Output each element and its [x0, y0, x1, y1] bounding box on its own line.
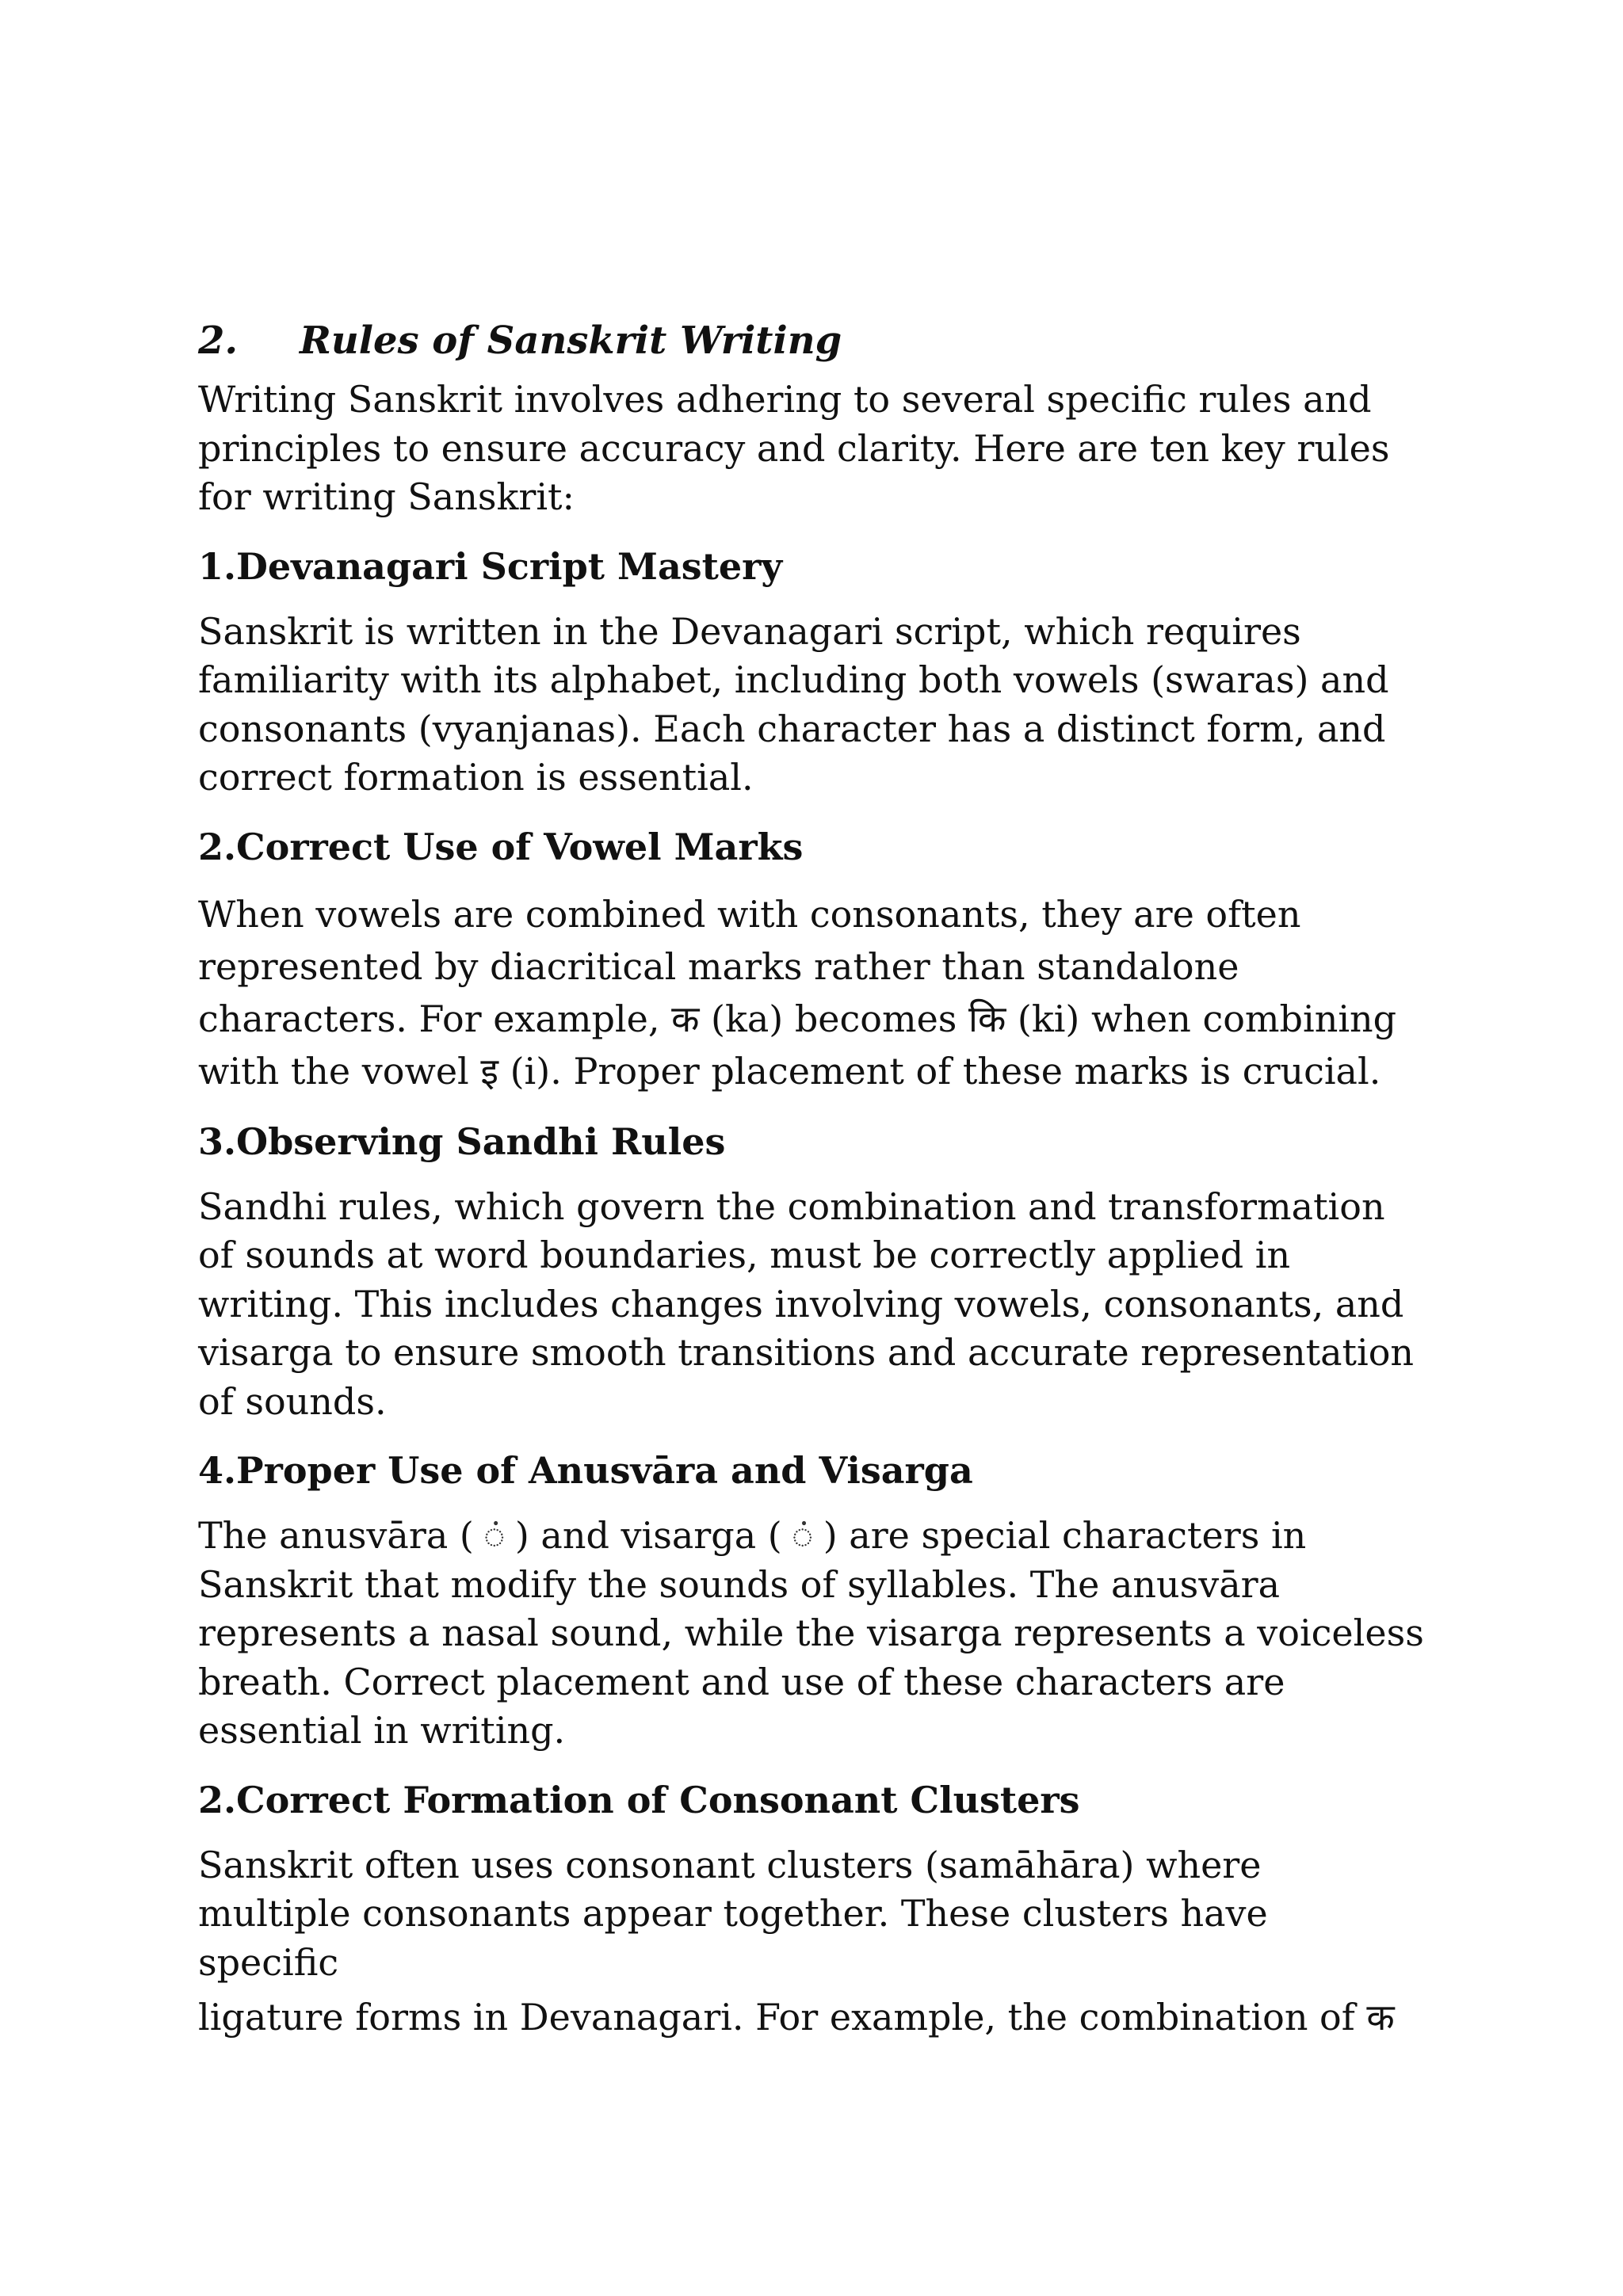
- text-line: represented by diacritical marks rather than standalone: [198, 944, 1239, 988]
- rule-paragraph: [198, 1183, 1442, 1427]
- text-fragment: ) are special characters in: [823, 1514, 1307, 1557]
- rule-paragraph: [198, 1841, 1442, 2042]
- text-line: familiarity with its alphabet, including both vowels (swaras) and: [198, 658, 1389, 701]
- rule-heading: 3.Observing Sandhi Rules: [198, 1119, 726, 1163]
- rule-paragraph: [198, 608, 1442, 803]
- text-line: consonants (vyanjanas). Each character has a distinct form, and: [198, 707, 1386, 750]
- text-line: Writing Sanskrit involves adhering to several specific rules and: [198, 378, 1372, 421]
- text-line: Sanskrit often uses consonant clusters (samāhāra) where: [198, 1843, 1262, 1886]
- text-line: [198, 1512, 1442, 1561]
- text-fragment: The anusvāra (: [198, 1514, 474, 1557]
- text-line: principles to ensure accuracy and clarity. Here are ten key rules: [198, 426, 1390, 470]
- text-line: Sanskrit that modify the sounds of syllables. The anusvāra: [198, 1562, 1281, 1606]
- text-line: multiple consonants appear together. These clusters have: [198, 1892, 1268, 1935]
- intro-paragraph: [198, 376, 1442, 522]
- rule-heading: 2.Correct Use of Vowel Marks: [198, 825, 804, 868]
- text-line: essential in writing.: [198, 1709, 566, 1752]
- text-line: breath. Correct placement and use of these characters are: [198, 1660, 1285, 1703]
- anusvara-glyph: ं: [483, 1514, 506, 1557]
- text-line: writing. This includes changes involving vowels, consonants, and: [198, 1282, 1404, 1325]
- text-line: represents a nasal sound, while the visarga represents a voiceless: [198, 1611, 1424, 1654]
- text-line: characters. For example, क (ka) becomes कि (ki) when combining: [198, 997, 1397, 1040]
- rule-heading: 1.Devanagari Script Mastery: [198, 544, 783, 588]
- section-number: 2.: [198, 318, 239, 363]
- visarga-glyph: ं: [792, 1514, 814, 1557]
- rule-heading: 2.Correct Formation of Consonant Clusters: [198, 1778, 1080, 1821]
- rule-heading: 4.Proper Use of Anusvāra and Visarga: [198, 1449, 973, 1492]
- text-line: of sounds.: [198, 1379, 387, 1423]
- text-line: Sandhi rules, which govern the combination and transformation: [198, 1184, 1385, 1228]
- text-line: correct formation is essential.: [198, 756, 754, 799]
- section-heading: [198, 317, 1442, 364]
- text-line: specific: [198, 1940, 339, 1984]
- text-line: When vowels are combined with consonants, they are often: [198, 892, 1301, 936]
- text-line: visarga to ensure smooth transitions and accurate representation: [198, 1331, 1415, 1374]
- text-line: for writing Sanskrit:: [198, 475, 575, 518]
- document-content: [198, 317, 1442, 2057]
- text-line: ligature forms in Devanagari. For example, the combination of क: [198, 1996, 1395, 2039]
- text-line: with the vowel इ (i). Proper placement of these marks is crucial.: [198, 1049, 1381, 1093]
- text-line: Sanskrit is written in the Devanagari script, which requires: [198, 609, 1301, 653]
- text-line: of sounds at word boundaries, must be correctly applied in: [198, 1234, 1291, 1276]
- text-fragment: ) and visarga (: [514, 1514, 782, 1557]
- rule-paragraph: [198, 888, 1442, 1097]
- section-title: Rules of Sanskrit Writing: [300, 318, 842, 363]
- rule-paragraph: [198, 1512, 1442, 1756]
